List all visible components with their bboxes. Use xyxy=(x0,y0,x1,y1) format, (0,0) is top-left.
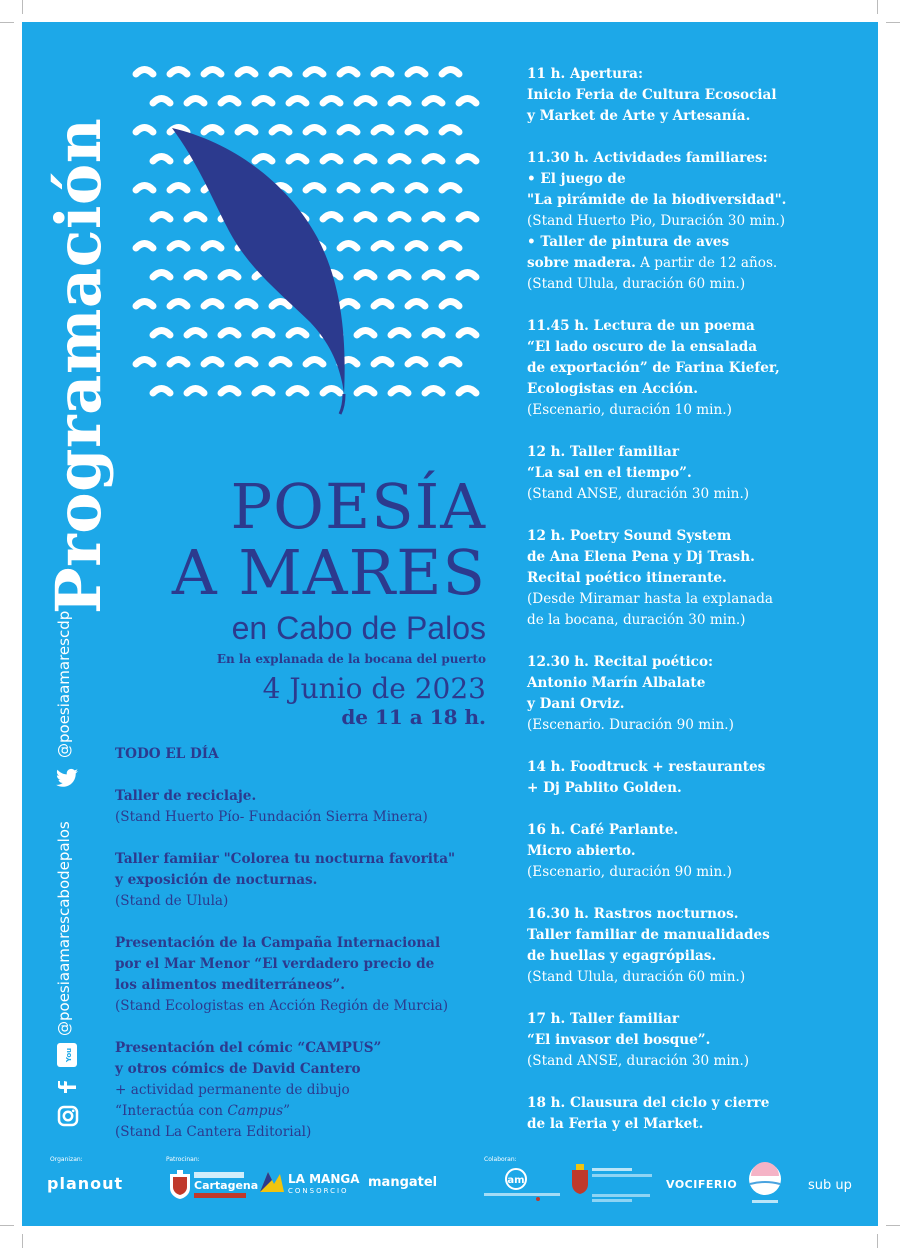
am-icon xyxy=(484,1166,560,1202)
programacion-vertical-title: Programación xyxy=(42,117,115,614)
wave-row xyxy=(136,186,459,191)
colaboran-label: Colaboran: xyxy=(484,1156,517,1163)
all-day-item-title: por el Mar Menor “El verdadero precio de xyxy=(115,956,435,972)
schedule-head: 17 h. Taller familiar xyxy=(527,1011,679,1027)
planout-logo[interactable]: planout xyxy=(47,1174,124,1193)
wave-row xyxy=(153,389,476,394)
crop-mark xyxy=(886,1225,900,1226)
quote-close: ” xyxy=(283,1103,291,1119)
schedule xyxy=(527,64,857,1135)
schedule-head: 12 h. Taller familiar xyxy=(527,444,679,460)
facebook-youtube-handle[interactable]: @poesiaamarescabodepalos xyxy=(55,821,73,1036)
all-day-item-title: Presentación de la Campaña Internacional xyxy=(115,935,441,951)
schedule-bold: de la Feria y el Market xyxy=(527,1116,699,1132)
lamanga-icon xyxy=(258,1168,286,1194)
schedule-line: (Escenario, duración 90 min.) xyxy=(527,864,732,880)
schedule-line: (Stand Ulula, duración 60 min.) xyxy=(527,969,746,985)
schedule-line: (Escenario. Duración 90 min.) xyxy=(527,717,734,733)
all-day-section xyxy=(115,744,515,1143)
schedule-line: Antonio Marín Albalate xyxy=(527,675,706,691)
schedule-line: de Ana Elena Pena y Dj Trash. xyxy=(527,549,755,565)
lamanga-sublabel: CONSORCIO xyxy=(288,1187,349,1195)
title-location: en Cabo de Palos xyxy=(231,610,486,646)
wave-row xyxy=(153,99,476,104)
wave-row xyxy=(153,215,476,220)
lamanga-label: LA MANGA xyxy=(288,1172,360,1186)
facebook-icon[interactable] xyxy=(58,1074,76,1098)
schedule-head: 11 h. Apertura: xyxy=(527,66,644,82)
schedule-line: (Stand ANSE, duración 30 min.) xyxy=(527,1053,750,1069)
region-murcia-icon xyxy=(570,1164,660,1204)
twitter-icon[interactable] xyxy=(56,768,78,792)
all-day-item-title: Taller famiiar "Colorea tu nocturna favorita" xyxy=(115,851,456,867)
schedule-line: (Escenario, duración 10 min.) xyxy=(527,402,732,418)
organizan-label: Organizan: xyxy=(50,1156,83,1163)
schedule-head: 11.30 h. Actividades familiares: xyxy=(527,150,768,166)
cartagena-label: Cartagena xyxy=(194,1179,259,1192)
schedule-line xyxy=(527,1114,857,1135)
schedule-line: de huellas y egagrópilas. xyxy=(527,948,717,964)
schedule-line: Inicio Feria de Cultura Ecosocial xyxy=(527,87,777,103)
all-day-item-info: (Stand La Cantera Editorial) xyxy=(115,1124,312,1140)
quote-italic: Campus xyxy=(227,1103,284,1119)
subup-logo[interactable]: sub up xyxy=(808,1178,852,1193)
all-day-item-info: (Stand de Ulula) xyxy=(115,893,229,909)
schedule-head: 16 h. Café Parlante. xyxy=(527,822,679,838)
cartagena-logo[interactable] xyxy=(168,1170,259,1204)
all-day-item-info: (Stand Ecologistas en Acción Región de Murcia) xyxy=(115,998,449,1014)
twitter-handle[interactable]: @poesiaamarescdp xyxy=(55,610,73,758)
mangatel-logo[interactable]: mangatel xyxy=(368,1175,438,1190)
all-day-item-title: y exposición de nocturnas. xyxy=(115,872,318,888)
svg-text:You: You xyxy=(65,1047,73,1063)
schedule-line: “La sal en el tiempo”. xyxy=(527,465,692,481)
crop-mark xyxy=(0,22,14,23)
all-day-item-info: (Stand Huerto Pío- Fundación Sierra Minera) xyxy=(115,809,428,825)
crop-mark xyxy=(886,22,900,23)
wave-row xyxy=(136,70,459,75)
schedule-head: 14 h. Foodtruck + restaurantes xyxy=(527,759,766,775)
schedule-head: 12 h. Poetry Sound System xyxy=(527,528,732,544)
schedule-line: de exportación” de Farina Kiefer, xyxy=(527,360,780,376)
sunset-icon xyxy=(746,1162,784,1206)
venue: En la explanada de la bocana del puerto xyxy=(216,652,486,666)
quote-open: “Interactúa con xyxy=(115,1103,228,1119)
schedule-line: y Market de Arte y Artesanía. xyxy=(527,108,751,124)
youtube-icon[interactable] xyxy=(56,1042,78,1072)
all-day-heading: TODO EL DÍA xyxy=(115,746,219,762)
schedule-line: + Dj Pablito Golden. xyxy=(527,780,682,796)
feather-quill xyxy=(340,394,344,414)
vociferio-logo[interactable]: VOCIFERIO xyxy=(666,1178,738,1191)
all-day-item-title: los alimentos mediterráneos”. xyxy=(115,977,345,993)
region-murcia-logo[interactable] xyxy=(570,1164,660,1208)
schedule-head: 16.30 h. Rastros nocturnos. xyxy=(527,906,739,922)
event-time: de 11 a 18 h. xyxy=(341,705,486,729)
crop-mark xyxy=(877,1234,878,1248)
schedule-line: • El juego de xyxy=(527,171,626,187)
instagram-icon[interactable] xyxy=(57,1105,79,1131)
schedule-normal: A partir de 12 años. xyxy=(635,255,778,271)
schedule-line: y Dani Orviz. xyxy=(527,696,625,712)
am-logo[interactable] xyxy=(484,1166,560,1206)
patrocinan-label: Patrocinan: xyxy=(166,1156,200,1163)
crop-mark xyxy=(22,1234,23,1248)
title-a-mares: A MARES xyxy=(171,536,486,609)
schedule-head: 12.30 h. Recital poético: xyxy=(527,654,714,670)
schedule-line: (Desde Miramar hasta la explanada xyxy=(527,591,774,607)
sponsors-footer xyxy=(22,1148,878,1226)
schedule-line: "La pirámide de la biodiversidad". xyxy=(527,192,787,208)
schedule-line: Micro abierto. xyxy=(527,843,636,859)
title-poesia: POESÍA xyxy=(230,470,486,543)
all-day-item-title: Presentación del cómic “CAMPUS” xyxy=(115,1040,382,1056)
schedule-line: (Stand Ulula, duración 60 min.) xyxy=(527,276,746,292)
svg-text:am: am xyxy=(507,1175,525,1186)
wave-row xyxy=(136,360,459,365)
wave-row xyxy=(153,331,476,336)
schedule-line: (Stand ANSE, duración 30 min.) xyxy=(527,486,750,502)
event-date: 4 Junio de 2023 xyxy=(262,672,486,705)
schedule-line: Recital poético itinerante. xyxy=(527,570,727,586)
poster xyxy=(22,22,878,1226)
crop-mark xyxy=(22,0,23,14)
schedule-line: “El lado oscuro de la ensalada xyxy=(527,339,758,355)
schedule-line: (Stand Huerto Pio, Duración 30 min.) xyxy=(527,213,786,229)
all-day-item-title xyxy=(115,1101,515,1122)
schedule-line: • Taller de pintura de aves xyxy=(527,234,730,250)
schedule-end: . xyxy=(698,1116,704,1132)
all-day-item-title: Taller de reciclaje. xyxy=(115,788,257,804)
feather-icon xyxy=(172,128,345,394)
schedule-line: Ecologistas en Acción. xyxy=(527,381,698,397)
sunset-logo[interactable] xyxy=(746,1162,784,1210)
all-day-item-title: y otros cómics de David Cantero xyxy=(115,1061,361,1077)
schedule-line xyxy=(527,253,857,274)
crop-mark xyxy=(0,1225,14,1226)
schedule-line: Taller familiar de manualidades xyxy=(527,927,770,943)
schedule-bold: sobre madera. xyxy=(527,255,636,271)
all-day-item-title: + actividad permanente de dibujo xyxy=(115,1082,350,1098)
schedule-head: 18 h. Clausura del ciclo y cierre xyxy=(527,1095,770,1111)
coat-of-arms-icon xyxy=(168,1170,192,1200)
lamanga-logo[interactable] xyxy=(258,1168,360,1198)
schedule-line: “El invasor del bosque”. xyxy=(527,1032,711,1048)
schedule-head: 11.45 h. Lectura de un poema xyxy=(527,318,755,334)
crop-mark xyxy=(877,0,878,14)
schedule-line: de la bocana, duración 30 min.) xyxy=(527,612,746,628)
